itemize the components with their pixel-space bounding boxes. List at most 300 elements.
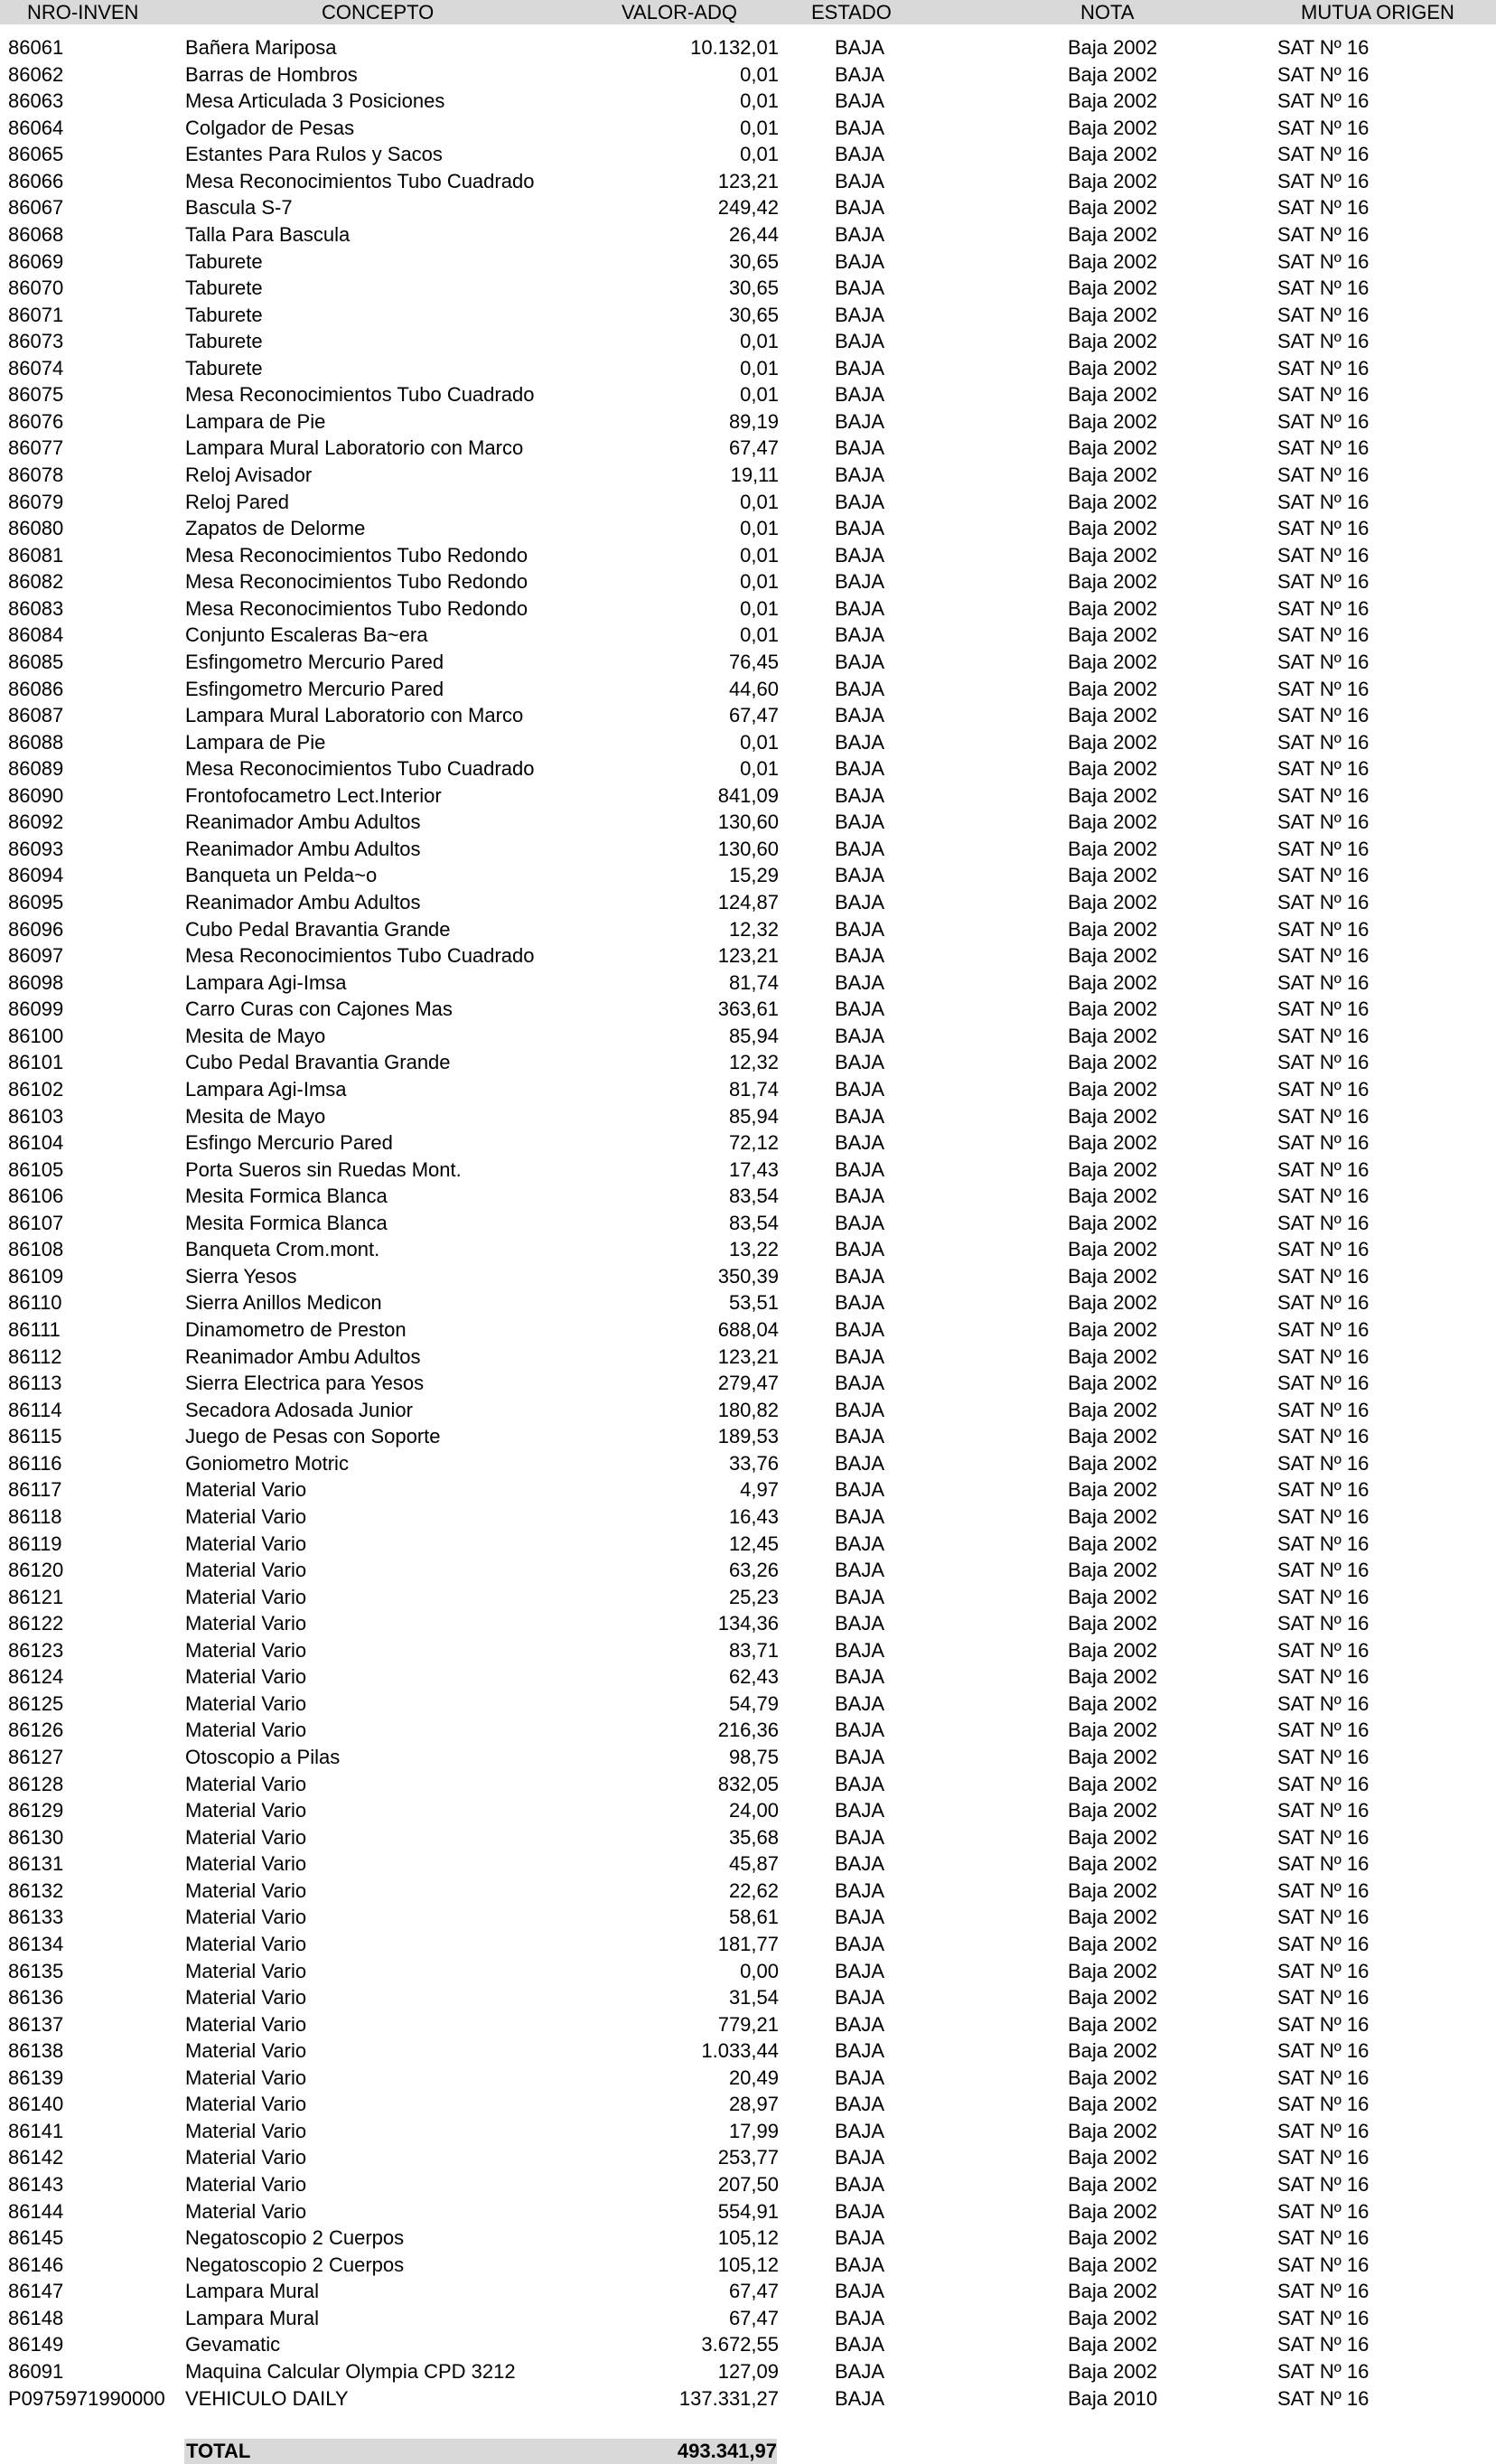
cell-nro-inven: 86140 — [8, 2093, 64, 2116]
cell-mutua-origen: SAT Nº 16 — [1277, 1559, 1370, 1582]
cell-concepto: Reanimador Ambu Adultos — [185, 810, 421, 834]
cell-mutua-origen: SAT Nº 16 — [1277, 89, 1370, 113]
cell-nota: Baja 2002 — [1068, 2226, 1158, 2250]
cell-valor-adq: 81,74 — [728, 1077, 779, 1101]
table-row — [0, 2091, 1496, 2118]
cell-nro-inven: 86115 — [8, 1425, 62, 1448]
cell-concepto: Mesa Reconocimientos Tubo Cuadrado — [185, 757, 535, 781]
cell-valor-adq: 841,09 — [717, 783, 779, 807]
cell-nro-inven: 86102 — [8, 1077, 64, 1101]
cell-valor-adq: 0,01 — [740, 623, 779, 647]
cell-valor-adq: 0,01 — [740, 89, 779, 113]
cell-mutua-origen: SAT Nº 16 — [1277, 2280, 1370, 2303]
cell-mutua-origen: SAT Nº 16 — [1277, 490, 1370, 513]
header-concepto: CONCEPTO — [322, 1, 435, 23]
table-row — [0, 2038, 1496, 2065]
cell-mutua-origen: SAT Nº 16 — [1277, 36, 1370, 59]
cell-valor-adq: 180,82 — [717, 1398, 779, 1421]
table-row — [0, 2385, 1496, 2412]
table-row — [0, 2305, 1496, 2332]
cell-concepto: Lampara Mural Laboratorio con Marco — [185, 704, 524, 727]
cell-mutua-origen: SAT Nº 16 — [1277, 1825, 1370, 1849]
total-value: 493.341,97 — [677, 2440, 777, 2462]
cell-concepto: Mesa Reconocimientos Tubo Cuadrado — [185, 383, 535, 407]
cell-nro-inven: 86109 — [8, 1264, 64, 1288]
cell-estado: BAJA — [835, 757, 885, 781]
cell-concepto: Otoscopio a Pilas — [185, 1746, 341, 1768]
cell-estado: BAJA — [835, 1825, 885, 1849]
cell-mutua-origen: SAT Nº 16 — [1277, 730, 1370, 754]
cell-nota: Baja 2002 — [1068, 1799, 1158, 1822]
cell-nota: Baja 2002 — [1068, 409, 1158, 433]
cell-valor-adq: 25,23 — [728, 1585, 779, 1608]
cell-mutua-origen: SAT Nº 16 — [1277, 1585, 1370, 1608]
cell-mutua-origen: SAT Nº 16 — [1277, 1077, 1370, 1101]
table-row — [0, 755, 1496, 782]
cell-estado: BAJA — [835, 1157, 885, 1181]
cell-mutua-origen: SAT Nº 16 — [1277, 677, 1370, 700]
cell-mutua-origen: SAT Nº 16 — [1277, 1612, 1370, 1635]
cell-mutua-origen: SAT Nº 16 — [1277, 970, 1370, 994]
cell-estado: BAJA — [835, 1077, 885, 1101]
cell-estado: BAJA — [835, 1211, 885, 1234]
cell-estado: BAJA — [835, 116, 885, 139]
cell-valor-adq: 20,49 — [728, 2066, 779, 2089]
cell-nro-inven: 86062 — [8, 62, 64, 86]
cell-valor-adq: 15,29 — [728, 864, 779, 887]
cell-estado: BAJA — [835, 303, 885, 326]
cell-estado: BAJA — [835, 1264, 885, 1288]
cell-concepto: Dinamometro de Preston — [185, 1318, 407, 1341]
cell-concepto: Material Vario — [185, 1612, 307, 1635]
cell-nota: Baja 2002 — [1068, 2119, 1158, 2142]
cell-nro-inven: 86132 — [8, 1878, 64, 1902]
cell-valor-adq: 0,01 — [740, 330, 779, 353]
table-row — [0, 2144, 1496, 2171]
cell-mutua-origen: SAT Nº 16 — [1277, 944, 1370, 968]
cell-nro-inven: 86063 — [8, 89, 64, 113]
cell-valor-adq: 0,01 — [740, 730, 779, 754]
cell-concepto: Material Vario — [185, 1691, 307, 1715]
cell-nota: Baja 2002 — [1068, 1638, 1158, 1662]
cell-nro-inven: 86069 — [8, 249, 64, 273]
cell-nota: Baja 2002 — [1068, 623, 1158, 647]
cell-concepto: Reloj Pared — [185, 490, 289, 513]
cell-nro-inven: 86112 — [8, 1344, 62, 1368]
cell-mutua-origen: SAT Nº 16 — [1277, 704, 1370, 727]
cell-nro-inven: 86123 — [8, 1638, 64, 1662]
cell-valor-adq: 123,21 — [717, 169, 779, 192]
table-row — [0, 1129, 1496, 1157]
table-row — [0, 1717, 1496, 1744]
table-row — [0, 2198, 1496, 2225]
cell-mutua-origen: SAT Nº 16 — [1277, 891, 1370, 913]
cell-mutua-origen: SAT Nº 16 — [1277, 1986, 1370, 2010]
cell-nro-inven: 86096 — [8, 917, 64, 941]
cell-nota: Baja 2002 — [1068, 1504, 1158, 1528]
cell-nota: Baja 2002 — [1068, 436, 1158, 460]
cell-mutua-origen: SAT Nº 16 — [1277, 2066, 1370, 2089]
cell-valor-adq: 123,21 — [717, 1344, 779, 1368]
cell-concepto: Lampara de Pie — [185, 409, 326, 433]
cell-concepto: Material Vario — [185, 2146, 307, 2169]
cell-nota: Baja 2002 — [1068, 2146, 1158, 2169]
table-row — [0, 1904, 1496, 1931]
header-nota: NOTA — [1080, 1, 1135, 23]
cell-valor-adq: 832,05 — [717, 1772, 779, 1795]
cell-estado: BAJA — [835, 1318, 885, 1341]
cell-nro-inven: 86071 — [8, 303, 64, 326]
cell-mutua-origen: SAT Nº 16 — [1277, 2119, 1370, 2142]
cell-concepto: Lampara Agi-Imsa — [185, 1077, 347, 1101]
cell-estado: BAJA — [835, 2039, 885, 2063]
table-row — [0, 542, 1496, 569]
cell-concepto: Material Vario — [185, 1986, 307, 2010]
cell-nota: Baja 2002 — [1068, 543, 1158, 567]
table-row — [0, 622, 1496, 649]
cell-estado: BAJA — [835, 62, 885, 86]
cell-estado: BAJA — [835, 1291, 885, 1315]
cell-estado: BAJA — [835, 330, 885, 353]
cell-nota: Baja 2002 — [1068, 650, 1158, 673]
cell-concepto: Goniometro Motric — [185, 1451, 349, 1475]
cell-concepto: Material Vario — [185, 1852, 307, 1876]
table-row — [0, 355, 1496, 382]
cell-concepto: Mesa Reconocimientos Tubo Cuadrado — [185, 169, 535, 192]
cell-valor-adq: 54,79 — [728, 1691, 779, 1715]
cell-nota: Baja 2002 — [1068, 596, 1158, 620]
cell-mutua-origen: SAT Nº 16 — [1277, 2333, 1370, 2356]
cell-nro-inven: 86143 — [8, 2173, 64, 2196]
cell-valor-adq: 0,01 — [740, 116, 779, 139]
cell-mutua-origen: SAT Nº 16 — [1277, 1532, 1370, 1555]
cell-nro-inven: 86113 — [8, 1372, 62, 1395]
table-row — [0, 942, 1496, 970]
cell-mutua-origen: SAT Nº 16 — [1277, 464, 1370, 486]
cell-nota: Baja 2002 — [1068, 464, 1158, 486]
cell-valor-adq: 83,54 — [728, 1185, 779, 1208]
cell-mutua-origen: SAT Nº 16 — [1277, 1451, 1370, 1475]
cell-nota: Baja 2002 — [1068, 1344, 1158, 1368]
table-row — [0, 2065, 1496, 2092]
cell-concepto: Material Vario — [185, 1638, 307, 1662]
cell-mutua-origen: SAT Nº 16 — [1277, 783, 1370, 807]
table-row — [0, 2225, 1496, 2252]
cell-estado: BAJA — [835, 222, 885, 246]
total-row — [184, 2439, 777, 2464]
cell-mutua-origen: SAT Nº 16 — [1277, 1665, 1370, 1689]
cell-estado: BAJA — [835, 650, 885, 673]
cell-estado: BAJA — [835, 1478, 885, 1502]
cell-estado: BAJA — [835, 2306, 885, 2329]
cell-nro-inven: 86090 — [8, 783, 64, 807]
table-row — [0, 2278, 1496, 2305]
cell-estado: BAJA — [835, 2119, 885, 2142]
cell-valor-adq: 67,47 — [728, 436, 779, 460]
cell-nro-inven: 86128 — [8, 1772, 64, 1795]
cell-nota: Baja 2002 — [1068, 1451, 1158, 1475]
cell-estado: BAJA — [835, 1986, 885, 2010]
cell-nota: Baja 2002 — [1068, 62, 1158, 86]
cell-estado: BAJA — [835, 464, 885, 486]
cell-nro-inven: 86130 — [8, 1825, 64, 1849]
cell-nro-inven: 86119 — [8, 1532, 62, 1555]
cell-concepto: Lampara de Pie — [185, 730, 326, 754]
cell-concepto: Bascula S-7 — [185, 196, 293, 220]
cell-valor-adq: 0,01 — [740, 62, 779, 86]
cell-nro-inven: 86116 — [8, 1451, 62, 1475]
cell-estado: BAJA — [835, 1398, 885, 1421]
table-row — [0, 1076, 1496, 1103]
cell-nota: Baja 2002 — [1068, 837, 1158, 860]
cell-concepto: Material Vario — [185, 2066, 307, 2089]
table-row — [0, 2252, 1496, 2279]
cell-mutua-origen: SAT Nº 16 — [1277, 1398, 1370, 1421]
cell-valor-adq: 1.033,44 — [701, 2039, 779, 2063]
cell-nota: Baja 2002 — [1068, 730, 1158, 754]
cell-estado: BAJA — [835, 276, 885, 300]
cell-concepto: Material Vario — [185, 1959, 307, 1982]
cell-nota: Baja 2002 — [1068, 1878, 1158, 1902]
cell-concepto: Material Vario — [185, 2012, 307, 2036]
cell-valor-adq: 67,47 — [728, 2306, 779, 2329]
cell-concepto: Lampara Mural Laboratorio con Marco — [185, 436, 524, 460]
cell-estado: BAJA — [835, 1799, 885, 1822]
cell-valor-adq: 16,43 — [728, 1504, 779, 1528]
cell-nota: Baja 2002 — [1068, 1746, 1158, 1768]
cell-valor-adq: 134,36 — [717, 1612, 779, 1635]
cell-concepto: Estantes Para Rulos y Sacos — [185, 143, 443, 166]
cell-estado: BAJA — [835, 2173, 885, 2196]
cell-estado: BAJA — [835, 1852, 885, 1876]
cell-concepto: Material Vario — [185, 1532, 307, 1555]
cell-valor-adq: 350,39 — [717, 1264, 779, 1288]
table-row — [0, 1183, 1496, 1210]
cell-mutua-origen: SAT Nº 16 — [1277, 1478, 1370, 1502]
cell-concepto: Barras de Hombros — [185, 62, 358, 86]
cell-mutua-origen: SAT Nº 16 — [1277, 1238, 1370, 1261]
table-row — [0, 862, 1496, 889]
cell-valor-adq: 0,01 — [740, 383, 779, 407]
cell-nota: Baja 2002 — [1068, 891, 1158, 913]
cell-estado: BAJA — [835, 543, 885, 567]
cell-valor-adq: 3.672,55 — [701, 2333, 779, 2356]
cell-valor-adq: 688,04 — [717, 1318, 779, 1341]
table-row — [0, 381, 1496, 408]
cell-valor-adq: 63,26 — [728, 1559, 779, 1582]
cell-nro-inven: 86105 — [8, 1157, 64, 1181]
cell-valor-adq: 130,60 — [717, 837, 779, 860]
cell-mutua-origen: SAT Nº 16 — [1277, 864, 1370, 887]
cell-mutua-origen: SAT Nº 16 — [1277, 1799, 1370, 1822]
table-row — [0, 1584, 1496, 1611]
cell-concepto: Material Vario — [185, 2039, 307, 2063]
cell-concepto: Taburete — [185, 276, 263, 300]
cell-nro-inven: 86134 — [8, 1932, 64, 1955]
table-row — [0, 836, 1496, 863]
cell-valor-adq: 98,75 — [728, 1746, 779, 1768]
cell-concepto: Talla Para Bascula — [185, 222, 351, 246]
cell-estado: BAJA — [835, 249, 885, 273]
cell-nro-inven: 86101 — [8, 1051, 64, 1074]
table-row — [0, 889, 1496, 916]
cell-valor-adq: 22,62 — [728, 1878, 779, 1902]
cell-mutua-origen: SAT Nº 16 — [1277, 1906, 1370, 1929]
cell-nro-inven: 86061 — [8, 36, 64, 59]
table-body — [0, 34, 1496, 2412]
cell-concepto: Juego de Pesas con Soporte — [185, 1425, 441, 1448]
cell-valor-adq: 67,47 — [728, 2280, 779, 2303]
cell-nota: Baja 2002 — [1068, 1185, 1158, 1208]
cell-nro-inven: 86141 — [8, 2119, 64, 2142]
cell-valor-adq: 89,19 — [728, 409, 779, 433]
cell-mutua-origen: SAT Nº 16 — [1277, 1104, 1370, 1128]
cell-concepto: Banqueta un Pelda~o — [185, 864, 378, 887]
table-row — [0, 2331, 1496, 2358]
cell-valor-adq: 53,51 — [728, 1291, 779, 1315]
cell-nota: Baja 2002 — [1068, 1157, 1158, 1181]
cell-valor-adq: 253,77 — [717, 2146, 779, 2169]
cell-nro-inven: 86129 — [8, 1799, 64, 1822]
cell-mutua-origen: SAT Nº 16 — [1277, 1318, 1370, 1341]
cell-nota: Baja 2002 — [1068, 2093, 1158, 2116]
cell-concepto: Material Vario — [185, 1932, 307, 1955]
cell-nro-inven: 86136 — [8, 1986, 64, 2010]
cell-nota: Baja 2002 — [1068, 1986, 1158, 2010]
cell-valor-adq: 0,01 — [740, 543, 779, 567]
table-row — [0, 1210, 1496, 1237]
cell-nota: Baja 2002 — [1068, 917, 1158, 941]
cell-valor-adq: 35,68 — [728, 1825, 779, 1849]
cell-mutua-origen: SAT Nº 16 — [1277, 917, 1370, 941]
cell-concepto: Material Vario — [185, 1559, 307, 1582]
cell-concepto: Negatoscopio 2 Cuerpos — [185, 2253, 405, 2276]
table-row — [0, 141, 1496, 168]
cell-valor-adq: 81,74 — [728, 970, 779, 994]
table-row — [0, 1637, 1496, 1664]
cell-nro-inven: 86073 — [8, 330, 64, 353]
cell-estado: BAJA — [835, 2199, 885, 2223]
table-row — [0, 115, 1496, 142]
cell-valor-adq: 0,01 — [740, 143, 779, 166]
cell-nota: Baja 2002 — [1068, 2359, 1158, 2383]
cell-nro-inven: 86139 — [8, 2066, 64, 2089]
cell-nro-inven: 86125 — [8, 1691, 64, 1715]
cell-valor-adq: 17,99 — [728, 2119, 779, 2142]
cell-estado: BAJA — [835, 1665, 885, 1689]
cell-estado: BAJA — [835, 1932, 885, 1955]
cell-nota: Baja 2002 — [1068, 36, 1158, 59]
cell-valor-adq: 0,01 — [740, 596, 779, 620]
cell-concepto: Material Vario — [185, 2173, 307, 2196]
cell-concepto: Taburete — [185, 249, 263, 273]
cell-nota: Baja 2002 — [1068, 1425, 1158, 1448]
cell-nro-inven: 86131 — [8, 1852, 64, 1876]
cell-concepto: Material Vario — [185, 1719, 307, 1742]
cell-valor-adq: 181,77 — [717, 1932, 779, 1955]
cell-nota: Baja 2002 — [1068, 89, 1158, 113]
cell-concepto: Sierra Yesos — [185, 1264, 297, 1288]
cell-estado: BAJA — [835, 1185, 885, 1208]
table-row — [0, 1344, 1496, 1371]
cell-estado: BAJA — [835, 409, 885, 433]
cell-nota: Baja 2002 — [1068, 1104, 1158, 1128]
cell-estado: BAJA — [835, 570, 885, 594]
cell-nro-inven: 86146 — [8, 2253, 64, 2276]
cell-mutua-origen: SAT Nº 16 — [1277, 1932, 1370, 1955]
cell-nota: Baja 2002 — [1068, 970, 1158, 994]
table-row — [0, 435, 1496, 462]
cell-valor-adq: 76,45 — [728, 650, 779, 673]
cell-nro-inven: 86135 — [8, 1959, 64, 1982]
table-row — [0, 1663, 1496, 1691]
cell-mutua-origen: SAT Nº 16 — [1277, 356, 1370, 379]
cell-concepto: Sierra Anillos Medicon — [185, 1291, 382, 1315]
table-row — [0, 1691, 1496, 1718]
cell-valor-adq: 72,12 — [728, 1131, 779, 1155]
header-nro-inven: NRO-INVEN — [27, 1, 139, 23]
cell-estado: BAJA — [835, 1691, 885, 1715]
cell-concepto: Esfingometro Mercurio Pared — [185, 650, 444, 673]
cell-valor-adq: 45,87 — [728, 1852, 779, 1876]
table-row — [0, 970, 1496, 997]
cell-concepto: Cubo Pedal Bravantia Grande — [185, 1051, 451, 1074]
cell-concepto: Maquina Calcular Olympia CPD 3212 — [185, 2359, 516, 2383]
cell-estado: BAJA — [835, 1024, 885, 1047]
cell-nota: Baja 2002 — [1068, 1318, 1158, 1341]
cell-nota: Baja 2002 — [1068, 2012, 1158, 2036]
cell-nota: Baja 2002 — [1068, 1051, 1158, 1074]
cell-estado: BAJA — [835, 837, 885, 860]
cell-estado: BAJA — [835, 1906, 885, 1929]
cell-estado: BAJA — [835, 383, 885, 407]
cell-concepto: Mesa Reconocimientos Tubo Redondo — [185, 570, 528, 594]
cell-mutua-origen: SAT Nº 16 — [1277, 169, 1370, 192]
cell-concepto: Taburete — [185, 356, 263, 379]
cell-nota: Baja 2002 — [1068, 303, 1158, 326]
cell-nro-inven: 86117 — [8, 1478, 62, 1502]
cell-mutua-origen: SAT Nº 16 — [1277, 1372, 1370, 1395]
cell-nota: Baja 2002 — [1068, 1585, 1158, 1608]
cell-valor-adq: 124,87 — [717, 891, 779, 913]
cell-estado: BAJA — [835, 1238, 885, 1261]
cell-concepto: Material Vario — [185, 2119, 307, 2142]
cell-nro-inven: 86104 — [8, 1131, 64, 1155]
cell-nota: Baja 2002 — [1068, 1238, 1158, 1261]
cell-estado: BAJA — [835, 864, 885, 887]
cell-estado: BAJA — [835, 517, 885, 540]
cell-valor-adq: 554,91 — [717, 2199, 779, 2223]
cell-estado: BAJA — [835, 2359, 885, 2383]
cell-mutua-origen: SAT Nº 16 — [1277, 62, 1370, 86]
cell-concepto: Material Vario — [185, 1478, 307, 1502]
cell-mutua-origen: SAT Nº 16 — [1277, 998, 1370, 1021]
table-row — [0, 1744, 1496, 1771]
cell-nota: Baja 2002 — [1068, 2333, 1158, 2356]
cell-concepto: Material Vario — [185, 1878, 307, 1902]
header-mutua-origen: MUTUA ORIGEN — [1301, 1, 1454, 23]
table-row — [0, 168, 1496, 195]
cell-estado: BAJA — [835, 1772, 885, 1795]
total-label: TOTAL — [186, 2440, 251, 2462]
cell-estado: BAJA — [835, 891, 885, 913]
cell-estado: BAJA — [835, 2093, 885, 2116]
cell-nro-inven: 86077 — [8, 436, 64, 460]
cell-mutua-origen: SAT Nº 16 — [1277, 570, 1370, 594]
cell-mutua-origen: SAT Nº 16 — [1277, 2173, 1370, 2196]
cell-mutua-origen: SAT Nº 16 — [1277, 222, 1370, 246]
cell-valor-adq: 12,32 — [728, 1051, 779, 1074]
